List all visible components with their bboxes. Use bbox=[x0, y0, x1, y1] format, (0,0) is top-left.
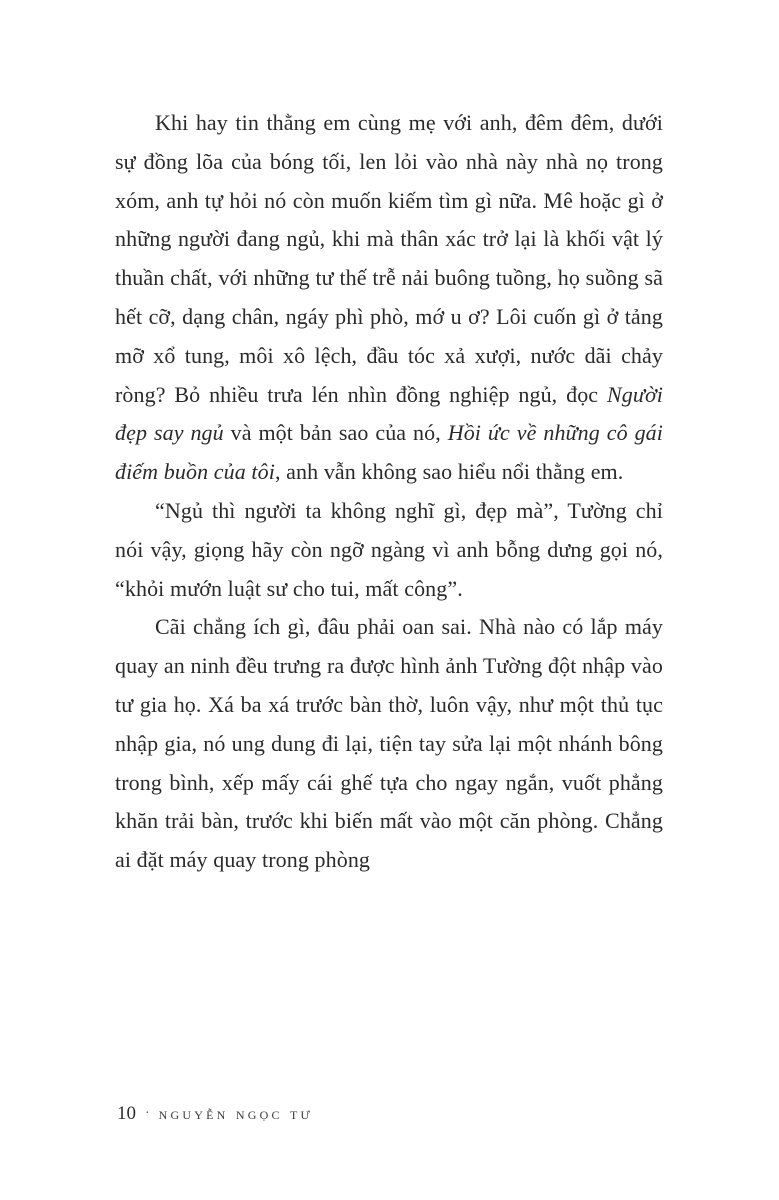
page-number: 10 bbox=[117, 1103, 136, 1124]
paragraph: “Ngủ thì người ta không nghĩ gì, đẹp mà”, Tường chỉ nói vậy, giọng hãy còn ngỡ ngàng vì anh bỗng dưng gọi nó, “khỏi mướn luật sư cho tui, mất công”. bbox=[115, 497, 663, 601]
paragraph-text: Khi hay tin thằng em cùng mẹ với anh, đêm đêm, dưới sự đồng lõa của bóng tối, len lỏi vào nhà này nhà nọ trong xóm, anh tự hỏi nó còn muốn kiếm tìm gì nữa. Mê hoặc gì ở những người đang ngủ, khi mà thân xác trở lại là khối vật lý thuần chất, với những tư thế trễ nải buông tuồng, họ suồng sã hết cỡ, dạng chân, ngáy phì phò, mớ u ơ? Lôi cuốn gì ở tảng mỡ xổ tung, môi xô lệch, đầu tóc xả xượi, nước dãi chảy ròng? Bỏ nhiều trưa lén nhìn đồng nghiệp ngủ, đọc bbox=[115, 110, 663, 407]
paragraph-text: và một bản sao của nó, bbox=[223, 420, 448, 446]
book-title-italic: Người đẹp say ngủ bbox=[115, 381, 663, 446]
page-footer bbox=[117, 1103, 313, 1125]
paragraph bbox=[115, 104, 663, 492]
author-name: nguyễn ngọc tư bbox=[158, 1104, 314, 1123]
paragraph: Cãi chẳng ích gì, đâu phải oan sai. Nhà nào có lắp máy quay an ninh đều trưng ra được hình ảnh Tường đột nhập vào tư gia họ. Xá ba xá trước bàn thờ, luôn vậy, như một thủ tục nhập gia, nó ung dung đi lại, tiện tay sửa lại một nhánh bông trong bình, xếp mấy cái ghế tựa cho ngay ngắn, vuốt phẳng khăn trải bàn, trước khi biến mất vào một căn phòng. Chẳng ai đặt máy quay trong phòng bbox=[115, 614, 663, 873]
book-title-italic: Hồi ức về những cô gái điếm buồn của tôi bbox=[115, 420, 663, 485]
footer-separator: · bbox=[145, 1106, 150, 1121]
text-block bbox=[115, 104, 663, 880]
paragraph-text: , anh vẫn không sao hiểu nổi thằng em. bbox=[274, 459, 624, 485]
